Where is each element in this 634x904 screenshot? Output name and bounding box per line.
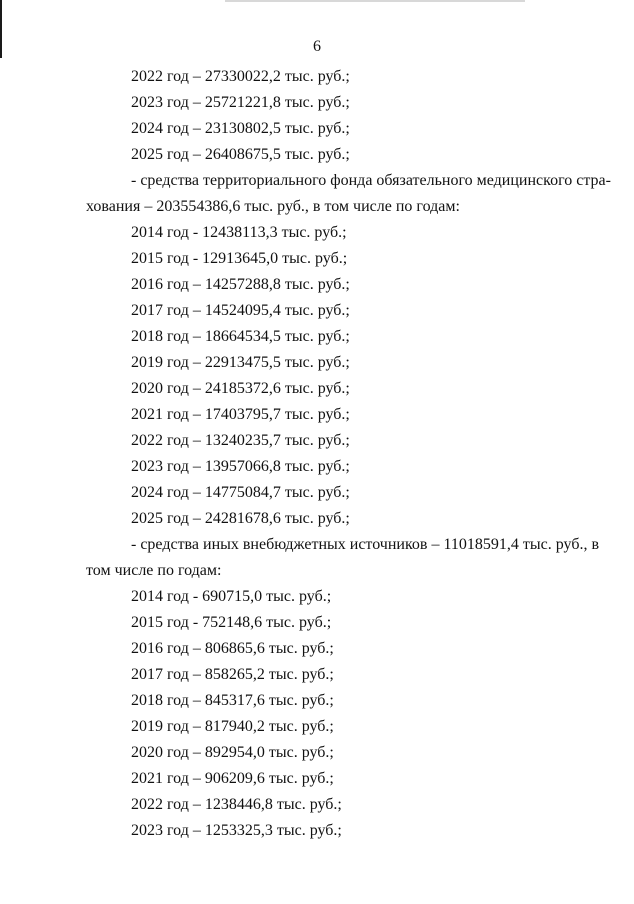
funding-line: 2022 год – 13240235,7 тыс. руб.; xyxy=(131,432,350,449)
funding-line: 2018 год – 18664534,5 тыс. руб.; xyxy=(131,328,350,345)
scan-edge-top xyxy=(225,0,525,2)
funding-line: 2019 год – 22913475,5 тыс. руб.; xyxy=(131,354,350,371)
funding-line: 2016 год – 806865,6 тыс. руб.; xyxy=(131,640,334,657)
funding-line: 2015 год - 752148,6 тыс. руб.; xyxy=(131,614,332,631)
funding-line: 2022 год – 27330022,2 тыс. руб.; xyxy=(131,68,350,85)
funding-line: 2022 год – 1238446,8 тыс. руб.; xyxy=(131,796,342,813)
funding-line: 2016 год – 14257288,8 тыс. руб.; xyxy=(131,276,350,293)
funding-line: 2024 год – 23130802,5 тыс. руб.; xyxy=(131,120,350,137)
funding-line: 2020 год – 892954,0 тыс. руб.; xyxy=(131,744,334,761)
funding-line: 2017 год – 858265,2 тыс. руб.; xyxy=(131,666,334,683)
funding-line: 2021 год – 906209,6 тыс. руб.; xyxy=(131,770,334,787)
funding-line: 2023 год – 13957066,8 тыс. руб.; xyxy=(131,458,350,475)
funding-line: 2025 год – 26408675,5 тыс. руб.; xyxy=(131,146,350,163)
funding-line: 2020 год – 24185372,6 тыс. руб.; xyxy=(131,380,350,397)
funding-line: 2017 год – 14524095,4 тыс. руб.; xyxy=(131,302,350,319)
tfoms-paragraph-line1: - средства территориального фонда обязательного медицинского стра- xyxy=(131,172,611,189)
funding-line: 2019 год – 817940,2 тыс. руб.; xyxy=(131,718,334,735)
page-number: 6 xyxy=(313,38,321,55)
funding-line: 2021 год – 17403795,7 тыс. руб.; xyxy=(131,406,350,423)
other-sources-paragraph-line2: том числе по годам: xyxy=(86,562,222,579)
funding-line: 2023 год – 1253325,3 тыс. руб.; xyxy=(131,822,342,839)
funding-line: 2014 год - 12438113,3 тыс. руб.; xyxy=(131,224,347,241)
funding-line: 2014 год - 690715,0 тыс. руб.; xyxy=(131,588,332,605)
funding-line: 2023 год – 25721221,8 тыс. руб.; xyxy=(131,94,350,111)
tfoms-paragraph-line2: хования – 203554386,6 тыс. руб., в том числе по годам: xyxy=(86,198,460,215)
funding-line: 2018 год – 845317,6 тыс. руб.; xyxy=(131,692,334,709)
funding-line: 2015 год - 12913645,0 тыс. руб.; xyxy=(131,250,348,267)
other-sources-paragraph-line1: - средства иных внебюджетных источников – 11018591,4 тыс. руб., в xyxy=(131,536,600,553)
funding-line: 2025 год – 24281678,6 тыс. руб.; xyxy=(131,510,350,527)
funding-line: 2024 год – 14775084,7 тыс. руб.; xyxy=(131,484,350,501)
